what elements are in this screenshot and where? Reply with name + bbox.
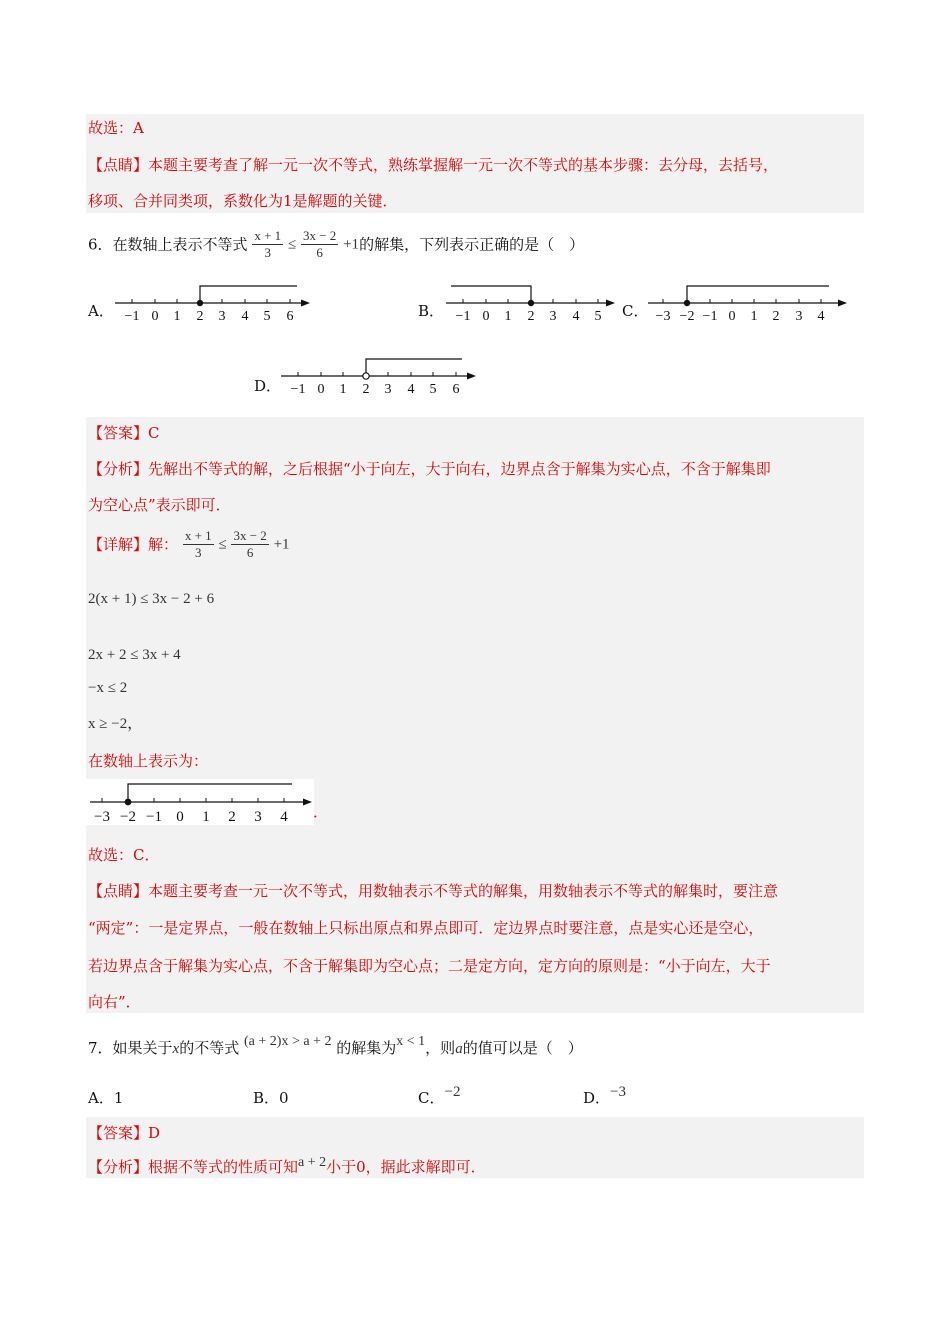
tick-label: 4 — [817, 309, 825, 324]
q6-axis-caption: 在数轴上表示为： — [88, 752, 209, 770]
axis-arrow — [838, 300, 847, 307]
plus-one: +1 — [273, 536, 290, 553]
tip-text: 本题主要考查一元一次不等式，用数轴表示不等式的解集，用数轴表示不等式的解集时，要注意 — [148, 882, 779, 900]
answer-value: C — [148, 424, 160, 442]
tip-label: 【点睛】 — [88, 156, 149, 174]
answer-label: 【答案】 — [88, 1124, 149, 1142]
tick-label: −2 — [679, 309, 695, 324]
tick-label: 0 — [176, 809, 184, 825]
analysis-label: 【分析】 — [88, 460, 149, 478]
frac-denominator: 6 — [316, 245, 323, 260]
tick-label: −2 — [120, 809, 136, 825]
q7-question — [88, 1034, 583, 1060]
tick-label: 2 — [527, 309, 535, 324]
q7-answer — [88, 1123, 160, 1143]
step4-suffix: ， — [127, 714, 143, 732]
detail-label: 【详解】 — [88, 535, 149, 554]
q6-step4 — [88, 713, 142, 734]
tick-label: −3 — [94, 809, 110, 825]
tick-label: 0 — [482, 309, 490, 324]
option-value: 1 — [113, 1089, 124, 1107]
q6-analysis-line2: 为空心点”表示即可． — [88, 496, 231, 514]
q6-tip-line4: 向右”． — [88, 993, 141, 1011]
solid-point — [684, 300, 690, 306]
tick-label: 1 — [202, 809, 210, 825]
tick-label: 1 — [173, 309, 181, 324]
solution-bracket — [366, 359, 462, 373]
tick-label: −1 — [124, 309, 140, 324]
q7-mid: 的不等式 — [179, 1039, 240, 1057]
q6-choice: 故选：C． — [88, 846, 160, 864]
q7-option-d[interactable] — [583, 1084, 626, 1108]
tick-label: 4 — [280, 809, 288, 825]
tick-label: 2 — [772, 309, 780, 324]
tick-label: 5 — [594, 309, 602, 324]
option-value: 0 — [279, 1089, 289, 1107]
tick-label: 1 — [504, 309, 512, 324]
tick-label: 3 — [254, 809, 262, 825]
option-label: B． — [253, 1089, 280, 1107]
var-x: x — [172, 1041, 180, 1057]
tip-text: 本题主要考查了解一元一次不等式，熟练掌握解一元一次不等式的基本步骤：去分母，去括号， — [148, 156, 779, 174]
frac-denominator: 3 — [194, 545, 202, 560]
detail-frac2 — [231, 528, 268, 561]
solution-bracket — [128, 784, 292, 802]
analysis-expr: a + 2 — [298, 1155, 327, 1170]
tick-label: 0 — [317, 382, 325, 397]
q7-mid3: ，则 — [425, 1039, 456, 1057]
plus-one: +1 — [343, 236, 360, 253]
solid-point — [197, 300, 203, 306]
q6-option-a-label[interactable]: A． — [88, 302, 114, 320]
tick-label: 3 — [549, 309, 557, 324]
q7-mid2: 的解集为 — [336, 1039, 397, 1057]
detail-prefix: 解： — [148, 535, 179, 554]
q6-option-d-numberline[interactable] — [276, 353, 481, 398]
tick-label: 0 — [728, 309, 736, 324]
tick-label: 6 — [286, 309, 294, 324]
q6-analysis-line1 — [88, 459, 771, 479]
axis-arrow — [467, 373, 476, 380]
q7-inequality: (a + 2)x > a + 2 — [244, 1034, 332, 1049]
var-a: a — [455, 1041, 463, 1057]
q6-option-d-label[interactable]: D． — [254, 377, 282, 395]
q7-analysis — [88, 1157, 486, 1179]
q7-prefix: 7．如果关于 — [88, 1039, 173, 1057]
q6-detail-numberline — [86, 779, 314, 825]
frac-numerator: 3x − 2 — [233, 528, 267, 543]
detail-frac1 — [183, 528, 214, 561]
q6-option-b-numberline[interactable] — [441, 280, 621, 325]
tick-label: −1 — [290, 382, 306, 397]
q6-prefix: 6．在数轴上表示不等式 — [88, 235, 248, 254]
tick-label: 2 — [228, 809, 236, 825]
axis-arrow — [606, 300, 615, 307]
q6-question — [88, 228, 584, 261]
hollow-point — [363, 373, 369, 379]
tick-label: −1 — [702, 309, 718, 324]
answer-value: D — [148, 1124, 161, 1142]
tick-label: 1 — [750, 309, 758, 324]
analysis-post: 小于0，据此求解即可． — [326, 1158, 486, 1176]
q5-tip-line1 — [88, 155, 778, 175]
q6-step2: 2x + 2 ≤ 3x + 4 — [88, 647, 181, 663]
leq-sign: ≤ — [287, 236, 297, 253]
q7-suffix: 的值可以是（ ） — [462, 1039, 583, 1057]
tick-label: 6 — [452, 382, 460, 397]
q6-option-a-numberline[interactable] — [110, 280, 315, 325]
q6-tip-line1 — [88, 881, 778, 901]
frac-denominator: 3 — [264, 245, 271, 260]
q6-step1: 2(x + 1) ≤ 3x − 2 + 6 — [88, 591, 215, 607]
tick-label: −3 — [655, 309, 671, 324]
q6-step3: −x ≤ 2 — [88, 680, 128, 696]
axis-arrow — [303, 799, 312, 806]
q6-frac2 — [301, 228, 338, 261]
leq-sign: ≤ — [218, 536, 227, 553]
tick-label: −1 — [455, 309, 471, 324]
q7-solution: x < 1 — [396, 1034, 426, 1049]
tick-label: 4 — [241, 309, 249, 324]
tick-label: 3 — [795, 309, 803, 324]
tick-label: 1 — [339, 382, 347, 397]
analysis-text: 先解出不等式的解，之后根据“小于向左，大于向右，边界点含于解集为实心点，不含于解集即 — [148, 460, 771, 478]
option-value: −2 — [444, 1084, 461, 1100]
q6-answer — [88, 423, 160, 443]
tick-label: 5 — [263, 309, 271, 324]
q6-tip-line2: “两定”：一是定界点，一般在数轴上只标出原点和界点即可．定边界点时要注意，点是实心还是空心， — [88, 919, 764, 937]
q6-option-c-numberline[interactable] — [643, 280, 853, 325]
solid-point — [125, 799, 132, 806]
option-label: D． — [583, 1089, 611, 1107]
analysis-label: 【分析】 — [88, 1158, 149, 1176]
q7-option-a[interactable] — [88, 1087, 123, 1108]
tick-label: 4 — [407, 382, 415, 397]
q7-option-b[interactable] — [253, 1087, 289, 1108]
tick-label: 2 — [196, 309, 204, 324]
frac-numerator: 3x − 2 — [302, 228, 337, 243]
tick-label: −1 — [146, 809, 162, 825]
step4-expr: x ≥ −2 — [88, 716, 128, 732]
solution-bracket — [687, 286, 829, 303]
option-label: A． — [88, 1089, 114, 1107]
q5-tip-line2: 移项、合并同类项，系数化为1是解题的关键． — [88, 192, 398, 210]
tip-label: 【点睛】 — [88, 882, 149, 900]
tick-label: 3 — [218, 309, 226, 324]
q6-option-c-label[interactable]: C． — [622, 302, 649, 320]
q6-suffix: 的解集，下列表示正确的是（ ） — [359, 235, 585, 254]
q7-option-c[interactable] — [418, 1084, 461, 1108]
tick-label: 4 — [572, 309, 580, 324]
analysis-pre: 根据不等式的性质可知 — [148, 1158, 299, 1176]
q6-tip-line3: 若边界点含于解集为实心点，不含于解集即为空心点；二是定方向，定方向的原则是：“小于向左，大于 — [88, 957, 771, 975]
tick-label: 5 — [429, 382, 437, 397]
q6-detail — [88, 528, 290, 561]
tick-label: 2 — [362, 382, 370, 397]
q5-choice: 故选：A — [88, 119, 144, 137]
tick-label: 0 — [151, 309, 159, 324]
axis-end-mark: ． — [313, 803, 329, 821]
solid-point — [528, 300, 534, 306]
answer-label: 【答案】 — [88, 424, 149, 442]
option-value: −3 — [610, 1084, 626, 1100]
q6-option-b-label[interactable]: B． — [418, 302, 445, 320]
option-label: C． — [418, 1089, 445, 1107]
tick-label: 3 — [384, 382, 392, 397]
frac-denominator: 6 — [246, 545, 254, 560]
frac-numerator: x + 1 — [254, 228, 282, 243]
axis-arrow — [301, 300, 310, 307]
frac-numerator: x + 1 — [184, 528, 212, 543]
q6-frac1 — [252, 228, 283, 261]
solution-bracket — [200, 286, 297, 303]
